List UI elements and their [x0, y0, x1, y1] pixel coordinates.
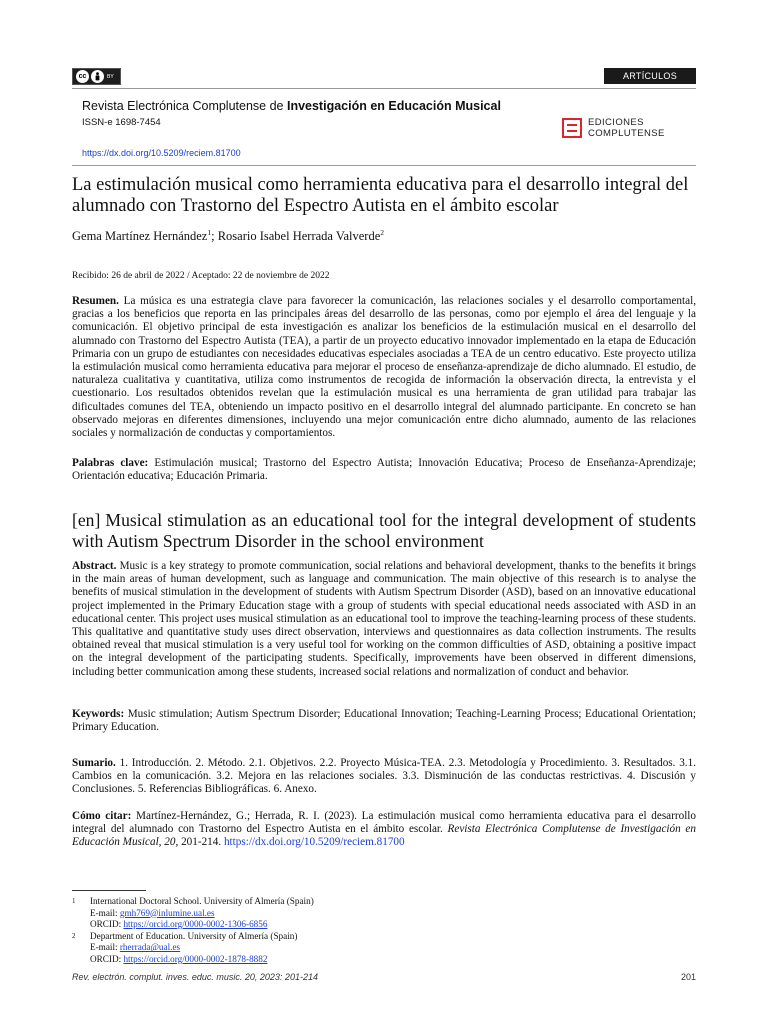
section-tag: ARTÍCULOS	[604, 68, 696, 84]
publisher-logo	[562, 117, 665, 139]
cc-license-badge[interactable]	[72, 68, 121, 85]
author-1: Gema Martínez Hernández	[72, 229, 208, 244]
doi-link[interactable]: https://dx.doi.org/10.5209/reciem.81700	[82, 148, 241, 158]
cc-icon: cc	[76, 70, 89, 83]
resumen: Resumen. La música es una estrategia clave para favorecer la comunicación, las relaciones sociales y el desarrollo comportamental, gracias a los beneficios que reporta en las principales áreas del desarrollo de las personas, como por ejemplo el área del lenguaje y la comunicación. El objetivo principal de esta investigación es analizar los beneficios de la estimulación musical en el desarrollo del alumnado con Trastorno del Espectro Autista (TEA), a partir de un proyecto educativo innovador implementado en la etapa de Educación Primaria con un grupo de estudiantes con necesidades educativas especiales asociadas a TEA de un centro educativo. Este proyecto utiliza la estimulación musical como herramienta educativa para mejorar el proceso de enseñanza-aprendizaje de dicho alumnado. El estudio, de naturaleza cualitativa y cuantitativa, utiliza como instrumentos de recogida de información la observación directa, la entrevista y el cuestionario. Los resultados obtenidos revelan que la estimulación musical es una herramienta de gran utilidad para trabajar las dificultades comunes del TEA, obteniendo un impacto positivo en el desarrollo integral del alumnado participante. En concreto se han observado mejoras en diferentes dimensiones, incluyendo una mejor comunicación entre dicho alumnado, aumento de las relaciones sociales y normalización de conductas y comportamientos.	[72, 295, 696, 440]
publisher-name: EDICIONES COMPLUTENSE	[588, 117, 665, 139]
email-link-1[interactable]: gmh769@inlumine.ual.es	[119, 907, 215, 918]
how-to-cite: Cómo citar: Martínez-Hernández, G.; Herrada, R. I. (2023). La estimulación musical como herramienta educativa para el desarrollo integral del alumnado con Trastorno del Espectro Autista en el ámbito escolar. Revista Electrónica Complutense de Investigación en Educación Musical, 20, 201-214. https://dx.doi.org/10.5209/reciem.81700	[72, 810, 697, 849]
orcid-link-2[interactable]: https://orcid.org/0000-0002-1878-8882	[123, 953, 268, 964]
orcid-link-1[interactable]: https://orcid.org/0000-0002-1306-6856	[123, 919, 268, 930]
sumario: Sumario. 1. Introducción. 2. Método. 2.1. Objetivos. 2.2. Proyecto Música-TEA. 2.3. Metodología y Procedimiento. 3. Resultados. 3.1. Cambios en la comunicación. 3.2. Mejora en las relaciones sociales. 3.3. Disminución de las conductas restrictivas. 4. Discusión y Conclusiones. 5. Referencias Bibliográficas. 6. Anexo.	[72, 757, 696, 796]
journal-header	[72, 88, 696, 166]
footnote-1: 1 International Doctoral School. University of Almería (Spain) E-mail: gmh769@inlumine.ual.es ORCID: https://orcid.org/0000-0002-1306-6856	[72, 896, 314, 930]
publisher-icon	[562, 118, 582, 138]
footnote-divider	[72, 890, 146, 891]
footnote-ref-1[interactable]: 1	[207, 228, 212, 237]
email-link-2[interactable]: rherrada@ual.es	[119, 942, 181, 953]
cite-doi-link[interactable]: https://dx.doi.org/10.5209/reciem.81700	[223, 836, 405, 849]
footnote-ref-2[interactable]: 2	[380, 228, 385, 237]
keywords-es: Palabras clave: Estimulación musical; Trastorno del Espectro Autista; Innovación Educativa; Proceso de Enseñanza-Aprendizaje; Orientación educativa; Educación Primaria.	[72, 457, 696, 483]
page-number: 201	[680, 972, 696, 982]
article-title-es: La estimulación musical como herramienta educativa para el desarrollo integral del alumnado con Trastorno del Espectro Autista en el ámbito escolar	[72, 175, 689, 216]
article-title-en: [en] Musical stimulation as an educational tool for the integral development of students with Autism Spectrum Disorder in the school environment	[72, 510, 696, 551]
license-label: BY	[107, 73, 114, 80]
cite-journal: Revista Electrónica Complutense de Investigación en Educación Musical, 20	[72, 823, 696, 849]
author-2: Rosario Isabel Herrada Valverde	[217, 229, 381, 244]
authors: Gema Martínez Hernández$^1$; Rosario Isabel Herrada Valverde$^2$	[72, 228, 385, 244]
issn: ISSN-e 1698-7454	[82, 117, 161, 128]
footnote-2: 2 Department of Education. University of Almería (Spain) E-mail: rherrada@ual.es ORCID: https://orcid.org/0000-0002-1878-8882	[72, 930, 298, 964]
footer-citation: Rev. electrón. complut. inves. educ. music. 20, 2023: 201-214	[72, 972, 318, 982]
journal-title: Revista Electrónica Complutense de Investigación en Educación Musical	[82, 99, 501, 113]
received-date: Recibido: 26 de abril de 2022 / Aceptado: 22 de noviembre de 2022	[72, 271, 330, 281]
abstract: Abstract. Music is a key strategy to promote communication, social relations and behavioral development, thanks to the benefits it brings in the main areas of human development, such as language and communication. The main objective of this research is to analyse the benefits of musical stimulation in the development of students with Autism Spectrum Disorder (ASD), based on an innovative educational project implemented in the Primary Education stage with a group of students with special educational needs associated with ASD in an educational center. This project uses musical stimulation as an educational tool to improve the teaching-learning process of these students. This qualitative and quantitative study uses direct observation, interviews and questionnaires as data collection instruments. The results obtained reveal that musical stimulation is a very useful tool for working on the common difficulties of ASD, obtaining a positive impact on the integral development of the participating students. Specifically, improvements have been observed in different dimensions, including better communication among these students, increased social relations and normalization of conduct and behavior.	[72, 560, 696, 678]
journal-title-bold: Investigación en Educación Musical	[286, 99, 501, 113]
footnotes	[72, 896, 696, 966]
keywords-en: Keywords: Music stimulation; Autism Spectrum Disorder; Educational Innovation; Teaching-Learning Process; Educational Orientation; Primary Education.	[72, 708, 696, 734]
person-icon	[91, 70, 104, 83]
